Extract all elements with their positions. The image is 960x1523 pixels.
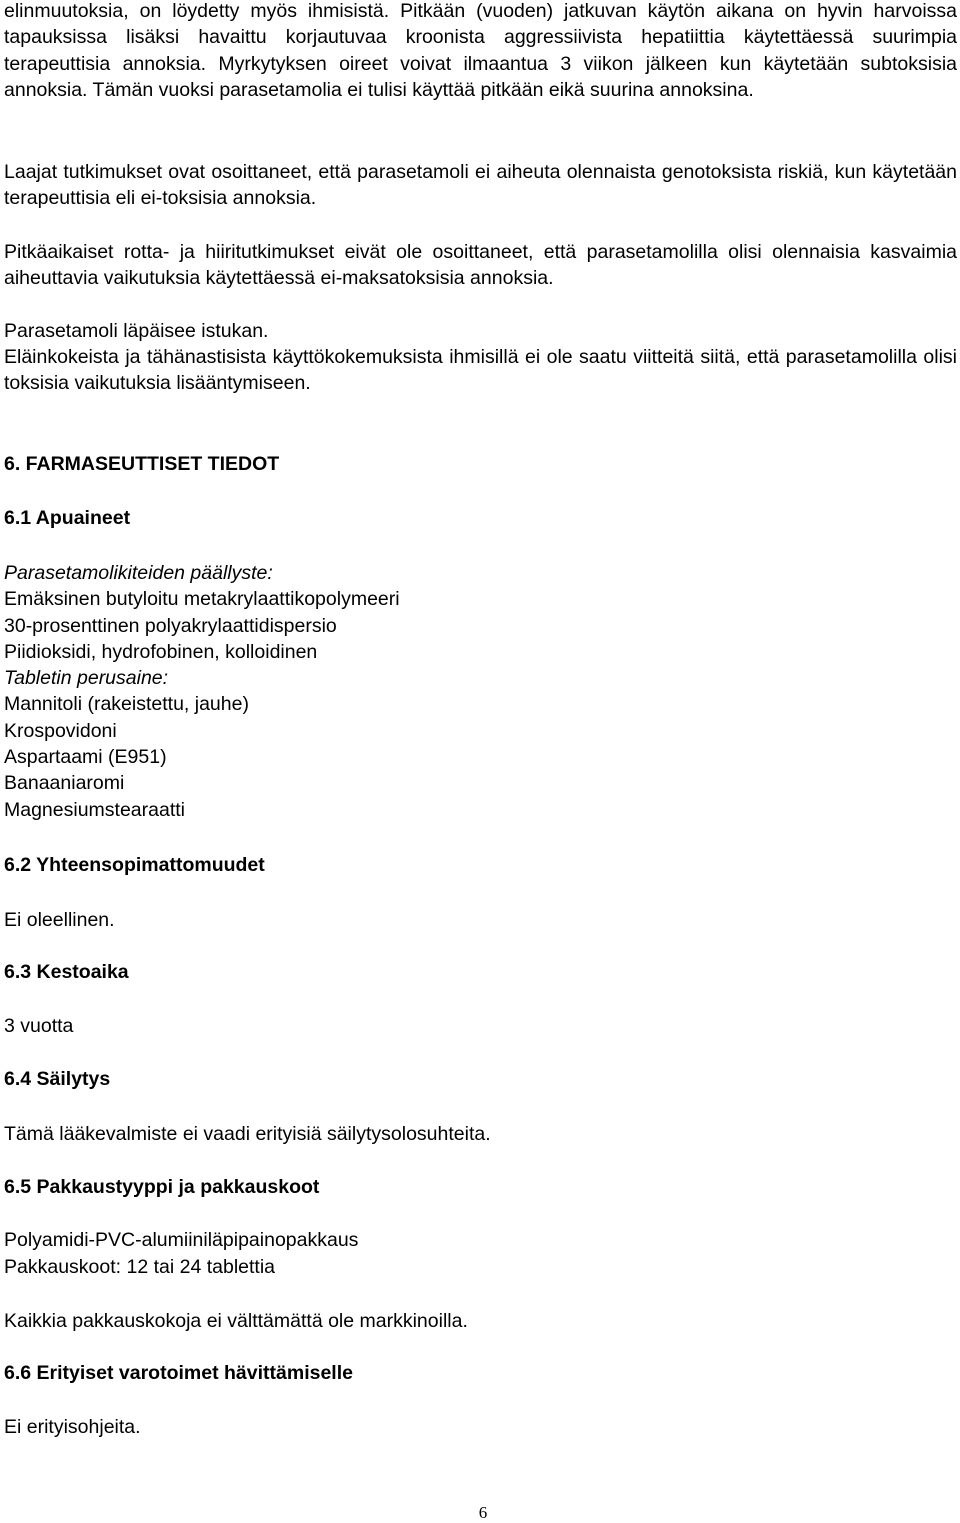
section-6-1-heading: 6.1 Apuaineet bbox=[4, 507, 131, 529]
reproduction-paragraph: Eläinkokeista ja tähänastisista käyttökokemuksista ihmisillä ei ole saatu viitteitä siitä, että parasetamolilla olisi toksisia vaikutuksia lisääntymiseen. bbox=[4, 346, 957, 395]
list-item: Mannitoli (rakeistettu, jauhe) bbox=[4, 693, 249, 716]
genotoxicity-paragraph: Laajat tutkimukset ovat osoittaneet, että parasetamoli ei aiheuta olennaista genotoksista riskiä, kun käytetään terapeuttisia eli ei-toksisia annoksia. bbox=[4, 161, 957, 210]
market-note-text: Kaikkia pakkauskokoja ei välttämättä ole markkinoilla. bbox=[4, 1310, 468, 1332]
carcinogenicity-paragraph: Pitkäaikaiset rotta- ja hiiritutkimukset eivät ole osoittaneet, että parasetamolilla olisi olennaisia kasvaimia aiheuttavia vaikutuksia käytettäessä ei-maksatoksisia annoksia. bbox=[4, 241, 957, 290]
list-item: Piidioksidi, hydrofobinen, kolloidinen bbox=[4, 640, 318, 663]
list-item: 30-prosenttinen polyakrylaattidispersio bbox=[4, 614, 337, 637]
package-sizes-text: Pakkauskoot: 12 tai 24 tablettia bbox=[4, 1256, 276, 1278]
list-item: Krospovidoni bbox=[4, 719, 117, 742]
page-number: 6 bbox=[478, 1503, 488, 1522]
section-6-3-text: 3 vuotta bbox=[4, 1015, 74, 1037]
section-6-6-text: Ei erityisohjeita. bbox=[4, 1416, 141, 1438]
list-item: Magnesiumstearaatti bbox=[4, 798, 186, 821]
section-6-6-heading: 6.6 Erityiset varotoimet hävittämiselle bbox=[4, 1362, 353, 1384]
section-6-4-text: Tämä lääkevalmiste ei vaadi erityisiä säilytysolosuhteita. bbox=[4, 1123, 491, 1145]
excipients-list bbox=[4, 560, 400, 823]
coating-label: Parasetamolikiteiden päällyste: bbox=[4, 562, 273, 584]
section-6-2-text: Ei oleellinen. bbox=[4, 909, 115, 931]
section-6-5-heading: 6.5 Pakkaustyyppi ja pakkauskoot bbox=[4, 1176, 320, 1198]
section-6-4-heading: 6.4 Säilytys bbox=[4, 1068, 111, 1090]
section-6-heading: 6. FARMASEUTTISET TIEDOT bbox=[4, 453, 280, 475]
list-item: Aspartaami (E951) bbox=[4, 746, 167, 769]
section-6-3-heading: 6.3 Kestoaika bbox=[4, 961, 129, 983]
placenta-paragraph: Parasetamoli läpäisee istukan. bbox=[4, 320, 269, 342]
package-type-text: Polyamidi-PVC-alumiiniläpipainopakkaus bbox=[4, 1229, 359, 1251]
list-item: Banaaniaromi bbox=[4, 772, 125, 795]
core-label: Tabletin perusaine: bbox=[4, 667, 169, 690]
list-item: Emäksinen butyloitu metakrylaattikopolymeeri bbox=[4, 588, 400, 611]
toxicity-paragraph: elinmuutoksia, on löydetty myös ihmisistä. Pitkään (vuoden) jatkuvan käytön aikana on hyvin harvoissa tapauksissa lisäksi havaittu korjautuvaa kroonista aggressiivista hepatiittia käytettäessä suurimpia terapeuttisia annoksia. Myrkytyksen oireet voivat ilmaantua 3 viikon jälkeen kun käytetään subtoksisia annoksia. Tämän vuoksi parasetamolia ei tulisi käyttää pitkään eikä suurina annoksina. bbox=[4, 0, 957, 101]
section-6-2-heading: 6.2 Yhteensopimattomuudet bbox=[4, 854, 265, 876]
